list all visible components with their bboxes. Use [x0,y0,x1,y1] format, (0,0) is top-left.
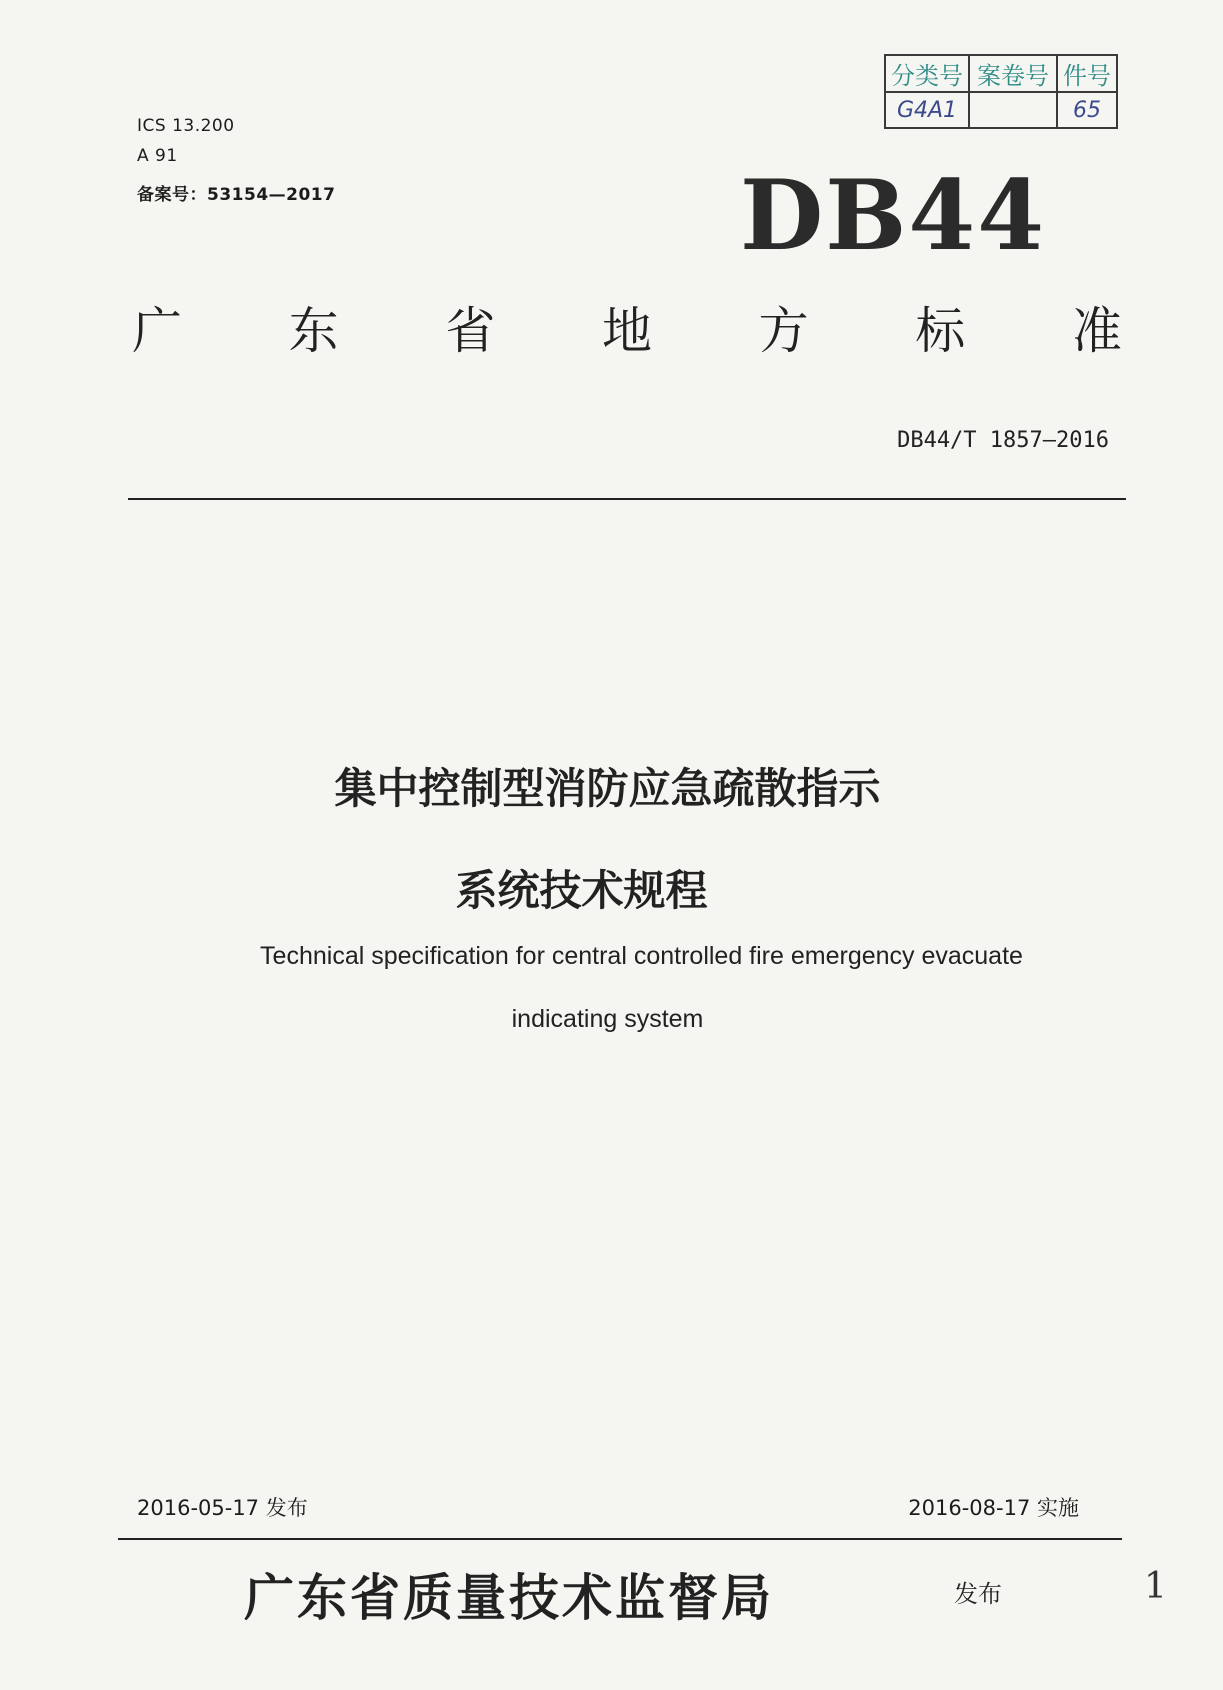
standard-type-char: 准 [1071,302,1122,360]
standard-type-char: 省 [445,302,496,360]
classification-code: A 91 [137,146,178,166]
page-number: 1 [1144,1566,1167,1607]
issuing-authority: 广东省质量技术监督局 [244,1568,774,1627]
title-chinese-line1: 集中控制型消防应急疏散指示 [334,764,881,813]
stamp-header-category: 分类号 [885,55,969,92]
issue-date: 2016-05-17 发布 [137,1496,308,1520]
bottom-divider [118,1538,1122,1540]
implementation-date: 2016-08-17 实施 [908,1496,1079,1520]
stamp-value-file [969,92,1057,128]
stamp-value-item: 65 [1057,92,1117,128]
standard-type-title [132,302,1122,360]
top-divider [128,498,1126,500]
standard-type-char: 标 [915,302,966,360]
archive-stamp [884,54,1118,129]
standard-type-char: 东 [288,302,339,360]
standard-type-char: 广 [132,302,182,360]
archive-stamp-header-row [885,55,1117,92]
title-chinese-line2: 系统技术规程 [455,866,708,915]
ics-code: ICS 13.200 [137,116,235,136]
standard-brand: DB44 [740,159,1046,272]
publish-label: 发布 [954,1580,1002,1608]
filing-number: 备案号：53154—2017 [137,185,336,205]
archive-stamp-value-row [885,92,1117,128]
title-english-line1: Technical specification for central controlled fire emergency evacuate [260,942,1023,970]
stamp-header-file: 案卷号 [969,55,1057,92]
stamp-value-category: G4A1 [885,92,969,128]
standard-number: DB44/T 1857—2016 [897,428,1109,453]
title-english-line2: indicating system [511,1005,704,1033]
stamp-header-item: 件号 [1057,55,1117,92]
standard-type-char: 方 [758,302,809,360]
standard-type-char: 地 [601,302,652,360]
